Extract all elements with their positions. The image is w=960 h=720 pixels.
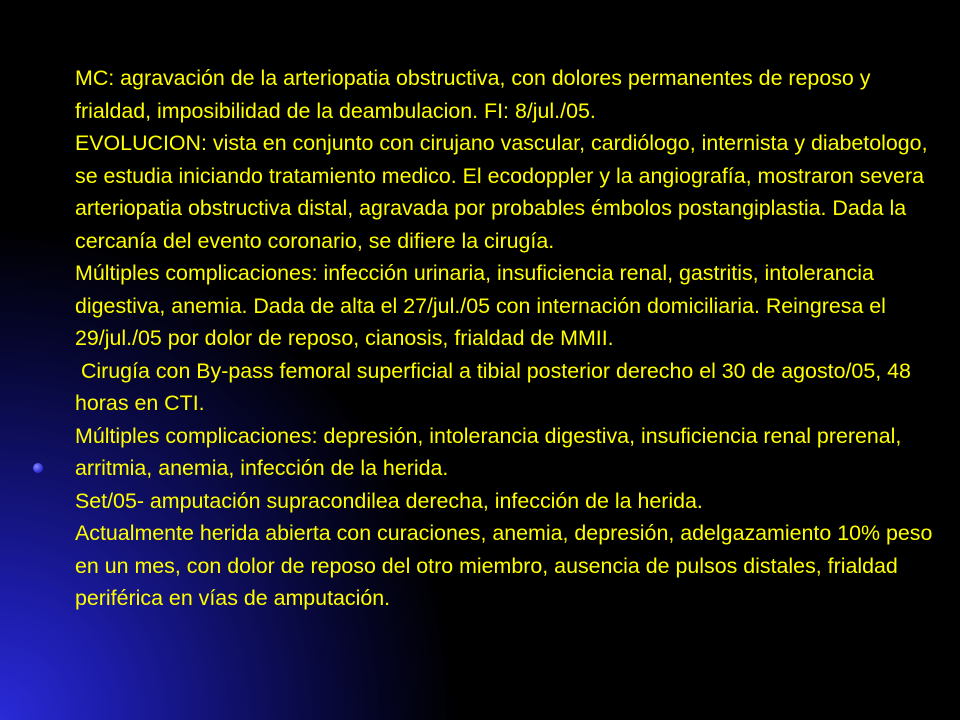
paragraph-evolucion: EVOLUCION: vista en conjunto con cirujano vascular, cardiólogo, internista y diabetologo, se estudia iniciando tratamiento medico. El ecodoppler y la angiografía, mostraron severa arteriopatia obstructiva distal, agravada por probables émbolos postangiplastia. Dada la cercanía del evento coronario, se difiere la cirugía. <box>75 131 934 253</box>
paragraph-complicaciones-2: Múltiples complicaciones: depresión, intolerancia digestiva, insuficiencia renal prerenal, arritmia, anemia, infección de la herida. <box>75 423 908 480</box>
paragraph-estado-actual: Actualmente herida abierta con curaciones, anemia, depresión, adelgazamiento 10% peso en un mes, con dolor de reposo del otro miembro, ausencia de pulsos distales, frialdad periférica en vías de amputación. <box>75 521 939 610</box>
paragraph-complicaciones-1: Múltiples complicaciones: infección urinaria, insuficiencia renal, gastritis, intolerancia digestiva, anemia. Dada de alta el 27/jul./05 con internación domiciliaria. Reingresa el 29/jul./05 por dolor de reposo, cianosis, frialdad de MMII. <box>75 261 892 350</box>
slide-text-body <box>75 62 945 615</box>
paragraph-cirugia: Cirugía con By-pass femoral superficial a tibial posterior derecho el 30 de agosto/05, 48 horas en CTI. <box>75 358 917 415</box>
paragraph-motivo-consulta: MC: agravación de la arteriopatia obstructiva, con dolores permanentes de reposo y frialdad, imposibilidad de la deambulacion. FI: 8/jul./05. <box>75 66 877 123</box>
paragraph-amputacion: Set/05- amputación supracondilea derecha, infección de la herida. <box>75 488 703 513</box>
bullet-dot-icon <box>33 463 43 473</box>
